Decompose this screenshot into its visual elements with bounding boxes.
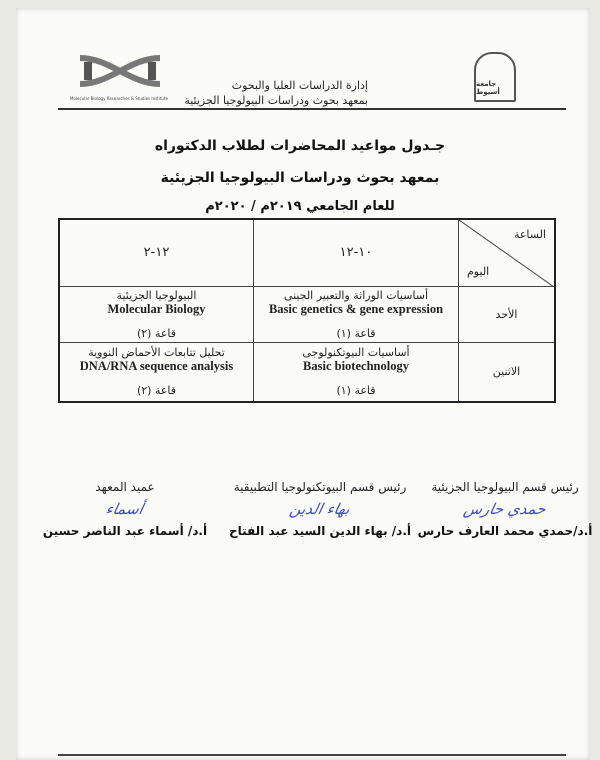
time-header: ١٢-٢ — [59, 219, 254, 286]
signature-block: رئيس قسم البيوتكنولوجيا التطبيقية بهاء الدين أ.د/ بهاء الدين السيد عبد الفتاح — [228, 480, 412, 538]
signature-block: عميد المعهد أسماء أ.د/ أسماء عبد الناصر حسين — [42, 480, 208, 538]
course-cell: تحليل تتابعات الأحماض النووية DNA/RNA sequence analysis قاعة (٢) — [59, 342, 254, 402]
table-row — [59, 342, 555, 402]
handwritten-signature: بهاء الدين — [288, 500, 352, 518]
day-cell: الاثنين — [459, 342, 556, 402]
signature-block: رئيس قسم البيولوجيا الجزيئية حمدي حارس أ.د/حمدي محمد العارف حارس — [417, 480, 593, 538]
logo-caption: Molecular Biology Researches & Studies Institute — [70, 96, 168, 101]
header-line-1: إدارة الدراسات العليا والبحوث — [231, 79, 368, 92]
time-header: ١٠-١٢ — [254, 219, 459, 286]
title-line-1: جـدول مواعيد المحاضرات لطلاب الدكتوراه — [154, 138, 446, 154]
schedule-table — [58, 218, 556, 403]
corner-cell: الساعة اليوم — [459, 219, 556, 286]
course-cell: أساسيات البيوتكنولوجى Basic biotechnology قاعة (١) — [254, 342, 459, 402]
title-line-3: للعام الجامعي ٢٠١٩م / ٢٠٢٠م — [205, 199, 395, 214]
table-row — [59, 286, 555, 342]
footer-divider — [58, 754, 566, 756]
header-text — [184, 78, 368, 108]
table-header-row — [59, 219, 555, 286]
institute-logo — [70, 50, 170, 100]
course-cell: أساسيات الوراثة والتعبير الجينى Basic genetics & gene expression قاعة (١) — [254, 286, 459, 342]
course-cell: البيولوجيا الجزيئية Molecular Biology قاعة (٢) — [59, 286, 254, 342]
handwritten-signature: حمدي حارس — [462, 500, 548, 518]
header-line-2: بمعهد بحوث ودراسات البيولوجيا الجزيئية — [184, 94, 368, 107]
title-line-2: بمعهد بحوث ودراسات البيولوجيا الجزيئية — [160, 170, 440, 186]
day-cell: الأحد — [459, 286, 556, 342]
university-seal: جامعة أسيوط — [474, 52, 516, 102]
header-divider — [58, 108, 566, 110]
handwritten-signature: أسماء — [104, 500, 146, 518]
